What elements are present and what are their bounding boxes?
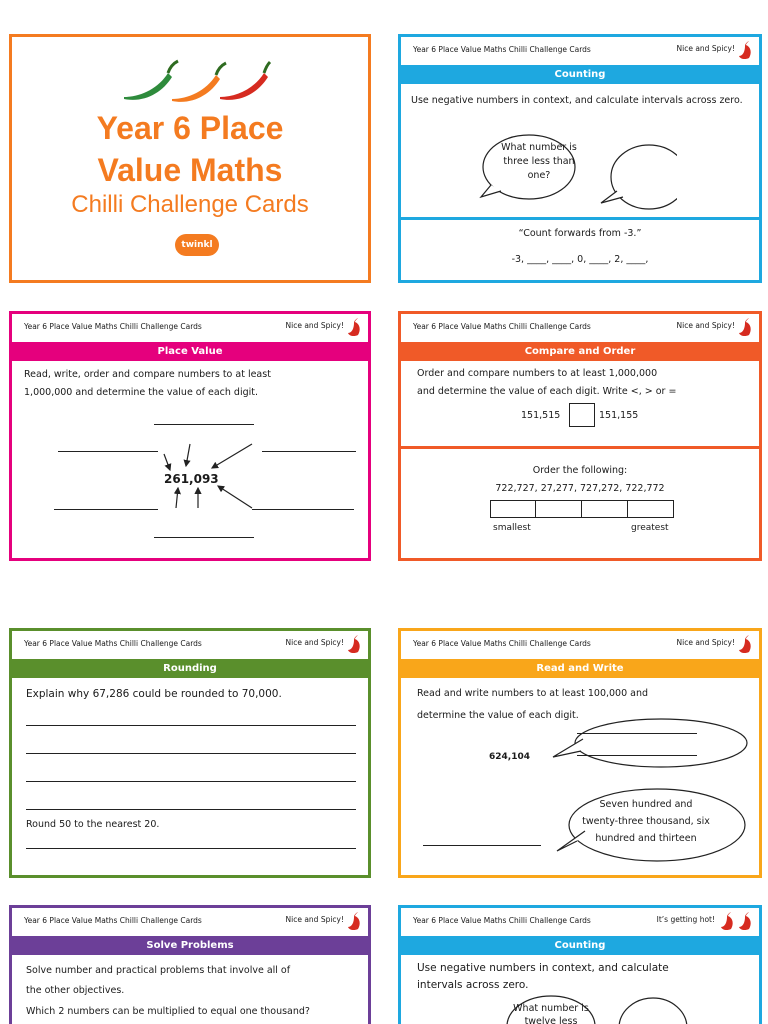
order-box[interactable]	[581, 500, 628, 518]
card-solve-problems	[9, 905, 371, 1024]
chilli-icon	[719, 910, 737, 932]
card-header	[401, 908, 759, 934]
divider	[401, 446, 759, 449]
instruction-line-2: and determine the value of each digit. Write <, > or =	[417, 386, 677, 397]
compare-left: 151,515	[521, 410, 561, 421]
title-line-2: Value Maths	[97, 152, 283, 188]
card-series-title: Year 6 Place Value Maths Chilli Challenge Cards	[413, 916, 591, 925]
card-series-title: Year 6 Place Value Maths Chilli Challenge Cards	[413, 322, 591, 331]
answer-line	[26, 809, 356, 810]
instruction-line-1: Read, write, order and compare numbers to at least	[24, 369, 271, 380]
three-chillies-icon	[120, 59, 272, 107]
answer-line	[154, 537, 254, 538]
card-heading: Place Value	[12, 342, 368, 361]
question-2: Round 50 to the nearest 20.	[26, 819, 160, 830]
order-label: Order the following:	[532, 465, 628, 476]
answer-line	[423, 845, 541, 846]
instruction-line-2: 1,000,000 and determine the value of each digit.	[24, 387, 258, 398]
answer-line	[262, 451, 356, 452]
instruction-line-1: Use negative numbers in context, and calculate	[417, 962, 669, 974]
difficulty-label: Nice and Spicy!	[285, 638, 344, 647]
answer-line	[577, 755, 697, 756]
card-counting-hot	[398, 905, 762, 1024]
difficulty-label: It’s getting hot!	[656, 915, 715, 924]
card-header	[401, 314, 759, 340]
card-header	[401, 37, 759, 63]
card-header	[12, 908, 368, 934]
chilli-icon	[737, 316, 755, 338]
instruction-line-2: intervals across zero.	[417, 979, 529, 991]
card-counting	[398, 34, 762, 283]
number-to-write: 624,104	[489, 752, 530, 762]
smallest-label: smallest	[493, 523, 531, 533]
order-box[interactable]	[490, 500, 536, 518]
instruction-line-1: Solve number and practical problems that involve all of	[26, 965, 291, 976]
chilli-icon	[346, 910, 364, 932]
card-header	[401, 631, 759, 657]
chilli-icon	[737, 39, 755, 61]
card-heading: Rounding	[12, 659, 368, 678]
card-header	[12, 631, 368, 657]
order-box[interactable]	[535, 500, 582, 518]
title-line-1: Year 6 Place	[96, 110, 284, 146]
twinkl-logo: twinkl	[175, 234, 219, 256]
chilli-icon	[737, 633, 755, 655]
answer-line	[252, 509, 354, 510]
answer-line	[26, 781, 356, 782]
card-series-title: Year 6 Place Value Maths Chilli Challenge Cards	[24, 639, 202, 648]
instruction-line-2: the other objectives.	[26, 985, 125, 996]
difficulty-label: Nice and Spicy!	[676, 321, 735, 330]
divider	[401, 217, 759, 220]
chilli-icon	[737, 910, 755, 932]
question-1: Explain why 67,286 could be rounded to 70,000.	[26, 688, 282, 700]
instruction-line-1: Order and compare numbers to at least 1,000,000	[417, 368, 658, 379]
card-heading: Solve Problems	[12, 936, 368, 955]
card-series-title: Year 6 Place Value Maths Chilli Challenge Cards	[24, 916, 202, 925]
card-heading: Counting	[401, 936, 759, 955]
answer-line	[58, 451, 158, 452]
chilli-icon	[346, 316, 364, 338]
question: Which 2 numbers can be multiplied to equal one thousand?	[26, 1006, 310, 1017]
card-compare-order	[398, 311, 762, 561]
bubble-question: What number is three less than one?	[501, 142, 577, 181]
bubble-question: What number is twelve less	[513, 1003, 589, 1024]
answer-line	[26, 725, 356, 726]
answer-line	[154, 424, 254, 425]
card-header	[12, 314, 368, 340]
subtitle: Chilli Challenge Cards	[71, 191, 309, 218]
card-instruction: Use negative numbers in context, and calculate intervals across zero.	[411, 95, 743, 106]
order-box[interactable]	[627, 500, 674, 518]
answer-line	[26, 753, 356, 754]
instruction-line-1: Read and write numbers to at least 100,000 and	[417, 688, 649, 699]
difficulty-label: Nice and Spicy!	[285, 321, 344, 330]
card-heading: Counting	[401, 65, 759, 84]
title-card	[9, 34, 371, 283]
count-sequence: -3, ____, ____, 0, ____, 2, ____,	[511, 254, 649, 265]
bubble-line-3: hundred and thirteen	[595, 833, 697, 844]
difficulty-label: Nice and Spicy!	[676, 638, 735, 647]
order-list: 722,727, 27,277, 727,272, 722,772	[495, 483, 665, 494]
count-task: “Count forwards from -3.”	[518, 228, 642, 239]
card-rounding	[9, 628, 371, 878]
card-series-title: Year 6 Place Value Maths Chilli Challenge Cards	[24, 322, 202, 331]
card-read-write	[398, 628, 762, 878]
instruction-line-2: determine the value of each digit.	[417, 710, 579, 721]
card-place-value	[9, 311, 371, 561]
card-heading: Read and Write	[401, 659, 759, 678]
answer-line	[26, 848, 356, 849]
answer-line	[54, 509, 158, 510]
bubble-line-1: Seven hundred and	[599, 799, 693, 810]
bubble-line-2: twenty-three thousand, six	[582, 816, 710, 827]
answer-line	[577, 733, 697, 734]
greatest-label: greatest	[631, 523, 669, 533]
card-heading: Compare and Order	[401, 342, 759, 361]
difficulty-label: Nice and Spicy!	[285, 915, 344, 924]
difficulty-label: Nice and Spicy!	[676, 44, 735, 53]
symbol-box[interactable]	[569, 403, 595, 427]
card-series-title: Year 6 Place Value Maths Chilli Challenge Cards	[413, 639, 591, 648]
place-value-number: 261,093	[164, 472, 219, 486]
chilli-icon	[346, 633, 364, 655]
compare-right: 151,155	[599, 410, 639, 421]
card-series-title: Year 6 Place Value Maths Chilli Challenge Cards	[413, 45, 591, 54]
